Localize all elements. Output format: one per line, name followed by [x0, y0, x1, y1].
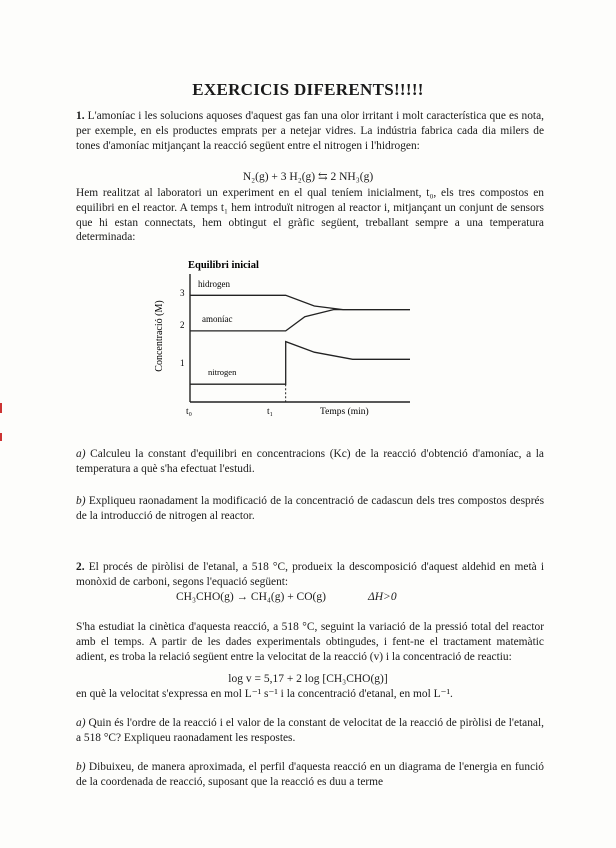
q1-equation: N₂(g) + 3 H₂(g) ⇆ 2 NH₃(g): [242, 171, 374, 183]
q1-part-b: [76, 494, 544, 524]
q2-part-a-label: a): [76, 717, 86, 729]
q1-intro: [76, 109, 544, 153]
q2-intro: [76, 560, 544, 590]
series-label-nitrogen: nitrogen: [208, 367, 237, 377]
series-line-hidrogen: [190, 295, 410, 309]
q1-part-a-text: Calculeu la constant d'equilibri en concentracions (Kc) de la reacció d'obtenció d'amoníac, a la temperatura a què s'ha efectuat l'estudi.: [76, 448, 544, 475]
concentration-chart: [140, 254, 430, 424]
q2-part-a: [76, 716, 544, 746]
q1-part-b-text: Expliqueu raonadament la modificació de la concentració de cadascun dels tres compostos després de la introducció de nitrogen al reactor.: [76, 495, 544, 522]
q2-units: en què la velocitat s'expressa en mol L⁻¹ s⁻¹ i la concentració d'etanal, en mol L⁻¹.: [76, 688, 453, 700]
q1-part-a: [76, 447, 544, 477]
y-tick-label-3: 3: [180, 288, 185, 298]
q1-intro-text: L'amoníac i les solucions aquoses d'aquest gas fan una olor irritant i molt característica que es nota, per exemple, en els productes emprats per a netejar vidres. La indústria fabrica cada dia milers de tones d'amoníac mitjançant la reacció següent entre el nitrogen i l'hidrogen:: [76, 110, 544, 152]
x-tick-label-t1: t₁: [267, 407, 273, 417]
q1-number: 1.: [76, 110, 85, 122]
q2-intro-text: El procés de piròlisi de l'etanal, a 518 °C, produeix la descomposició d'aquest aldehid en metà i monòxid de carboni, segons l'equació següent:: [76, 561, 544, 588]
q2-study-text: S'ha estudiat la cinètica d'aquesta reacció, a 518 °C, seguint la variació de la pressió total del reactor amb el temps. A partir de les dades experimentals obtingudes, i fent-ne el tractament matemàtic adient, es troba la relació següent entre la velocitat de la reacció (v) i la concentració de reactiu:: [76, 621, 544, 663]
margin-mark: [0, 433, 2, 441]
series-label-amoniac: amoníac: [202, 314, 233, 324]
q2-part-b-text: Dibuixeu, de manera aproximada, el perfil d'aquesta reacció en un diagrama de l'energia en funció de la coordenada de reacció, suposant que la reacció es duu a terme: [76, 761, 544, 788]
q1-part-a-label: a): [76, 448, 86, 460]
series-label-hidrogen: hidrogen: [198, 279, 230, 289]
y-tick-label-2: 2: [180, 320, 185, 330]
q2-number: 2.: [76, 561, 85, 573]
x-tick-label-t0: t₀: [186, 407, 192, 417]
q2-part-a-text: Quin és l'ordre de la reacció i el valor de la constant de velocitat de la reacció de piròlisi de l'etanal, a 518 °C? Expliqueu raonadament les respostes.: [76, 717, 544, 744]
chart-title: Equilibri inicial: [188, 260, 259, 271]
q2-delta-h: ΔH>0: [368, 591, 397, 603]
q2-part-b-label: b): [76, 761, 86, 773]
chart-xlabel: Temps (min): [320, 407, 369, 417]
series-line-nitrogen: [190, 342, 410, 385]
margin-mark: [0, 403, 2, 413]
q2-equation: CH₃CHO(g) → CH₄(g) + CO(g): [176, 591, 326, 603]
q2-rate-equation: log v = 5,17 + 2 log [CH₃CHO(g)]: [228, 673, 388, 685]
chart-ylabel: Concentració (M): [154, 300, 165, 372]
q1-experiment: Hem realitzat al laboratori un experiment en el qual teníem inicialment, t₀, els tres compostos en equilibri en el reactor. A temps t₁ hem introduït nitrogen al reactor i, mitjançant un conjunt de sensors que hi estan connectats, hem obtingut el gràfic següent, treballant sempre a una temperatura determinada:: [76, 187, 544, 244]
q1-part-b-label: b): [76, 495, 86, 507]
q2-part-b: [76, 760, 544, 790]
y-tick-label-1: 1: [180, 358, 185, 368]
page-title: EXERCICIS DIFERENTS!!!!!: [192, 80, 424, 99]
q2-study: [76, 620, 544, 664]
